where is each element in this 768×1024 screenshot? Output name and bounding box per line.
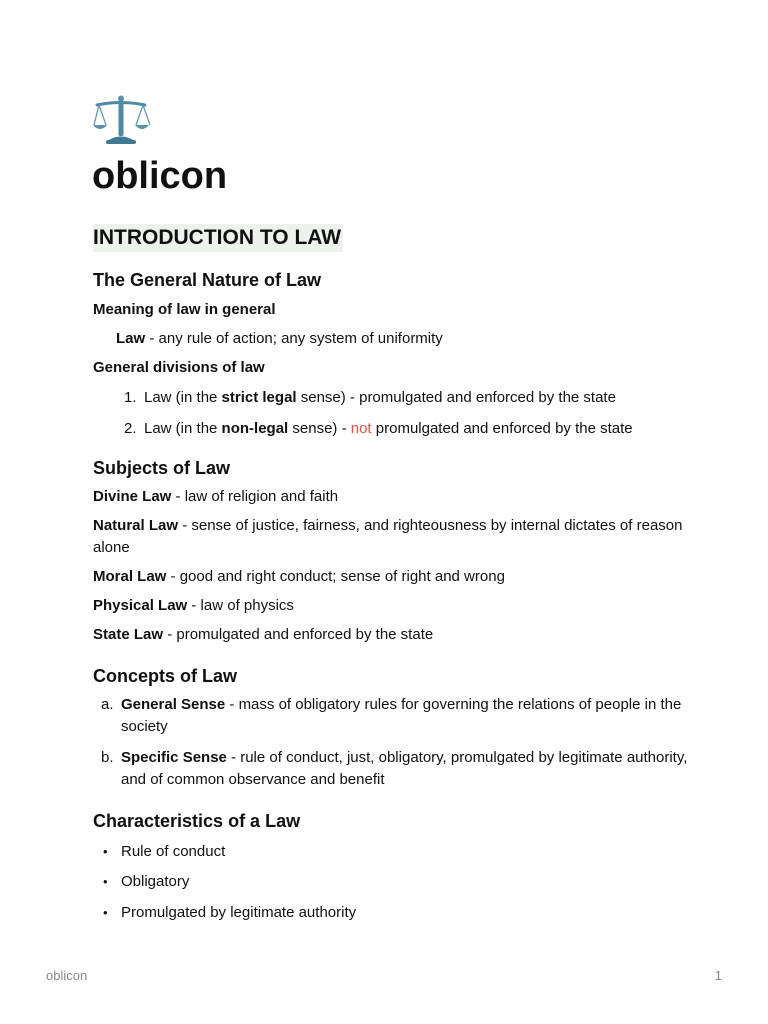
footer-document-name: oblicon — [46, 968, 88, 983]
subheading-meaning: Meaning of law in general — [93, 301, 276, 318]
concept-term: Specific Sense — [121, 749, 227, 766]
list-item — [93, 694, 693, 738]
list-item — [93, 871, 693, 893]
divisions-list — [93, 387, 693, 440]
concept-term: General Sense — [121, 696, 226, 713]
division-text-after: sense) - — [288, 420, 351, 437]
division-text-tail: promulgated and enforced by the state — [371, 420, 633, 437]
subject-term: Physical Law — [93, 597, 188, 614]
subject-text: - law of religion and faith — [171, 488, 339, 505]
characteristic-text: Promulgated by legitimate authority — [121, 904, 357, 921]
subject-term: Divine Law — [93, 488, 172, 505]
subject-term: State Law — [93, 626, 164, 643]
subject-text: - promulgated and enforced by the state — [163, 626, 434, 643]
subject-term: Moral Law — [93, 568, 167, 585]
characteristic-text: Obligatory — [121, 873, 190, 890]
division-not-highlight: not — [350, 420, 372, 437]
characteristics-list — [93, 841, 693, 924]
subject-text: - law of physics — [187, 597, 294, 614]
subject-item — [93, 515, 693, 559]
list-item — [93, 841, 693, 863]
subject-item — [93, 566, 693, 588]
heading-general-nature: The General Nature of Law — [93, 270, 322, 290]
heading-concepts: Concepts of Law — [93, 666, 238, 686]
law-definition — [93, 328, 693, 350]
subject-item — [93, 595, 693, 617]
list-item — [93, 902, 693, 924]
document-title: oblicon — [92, 155, 228, 197]
subject-item — [93, 624, 693, 646]
division-text-before: Law (in the — [144, 389, 222, 406]
bullet-icon: • — [103, 844, 108, 859]
list-letter: a. — [101, 696, 114, 713]
division-text-after: sense) - promulgated and enforced by the state — [296, 389, 616, 406]
heading-subjects: Subjects of Law — [93, 458, 231, 478]
law-definition-term: Law — [116, 330, 146, 347]
list-item — [93, 418, 693, 440]
concepts-list — [93, 694, 693, 791]
list-item — [93, 387, 693, 409]
bullet-icon: • — [103, 874, 108, 889]
list-item — [93, 747, 693, 791]
list-number: 1. — [124, 389, 137, 406]
division-bold: non-legal — [221, 420, 289, 437]
heading-characteristics: Characteristics of a Law — [93, 811, 301, 831]
subheading-divisions: General divisions of law — [93, 359, 265, 376]
law-definition-text: - any rule of action; any system of uniformity — [145, 330, 443, 347]
section-heading-introduction: INTRODUCTION TO LAW — [93, 224, 343, 252]
subject-item — [93, 486, 693, 508]
footer-page-number: 1 — [714, 968, 722, 983]
concept-text: - rule of conduct, just, obligatory, promulgated by legitimate authority, and of common observance and benefit — [121, 749, 688, 788]
list-number: 2. — [124, 420, 137, 437]
list-letter: b. — [101, 749, 114, 766]
balance-scale-icon — [93, 94, 151, 146]
subject-text: - sense of justice, fairness, and righteousness by internal dictates of reason alone — [93, 517, 683, 556]
concept-text: - mass of obligatory rules for governing the relations of people in the society — [121, 696, 682, 735]
bullet-icon: • — [103, 905, 108, 920]
subject-text: - good and right conduct; sense of right and wrong — [166, 568, 505, 585]
subject-term: Natural Law — [93, 517, 179, 534]
document-content — [93, 224, 693, 924]
characteristic-text: Rule of conduct — [121, 843, 226, 860]
division-text-before: Law (in the — [144, 420, 222, 437]
division-bold: strict legal — [221, 389, 297, 406]
